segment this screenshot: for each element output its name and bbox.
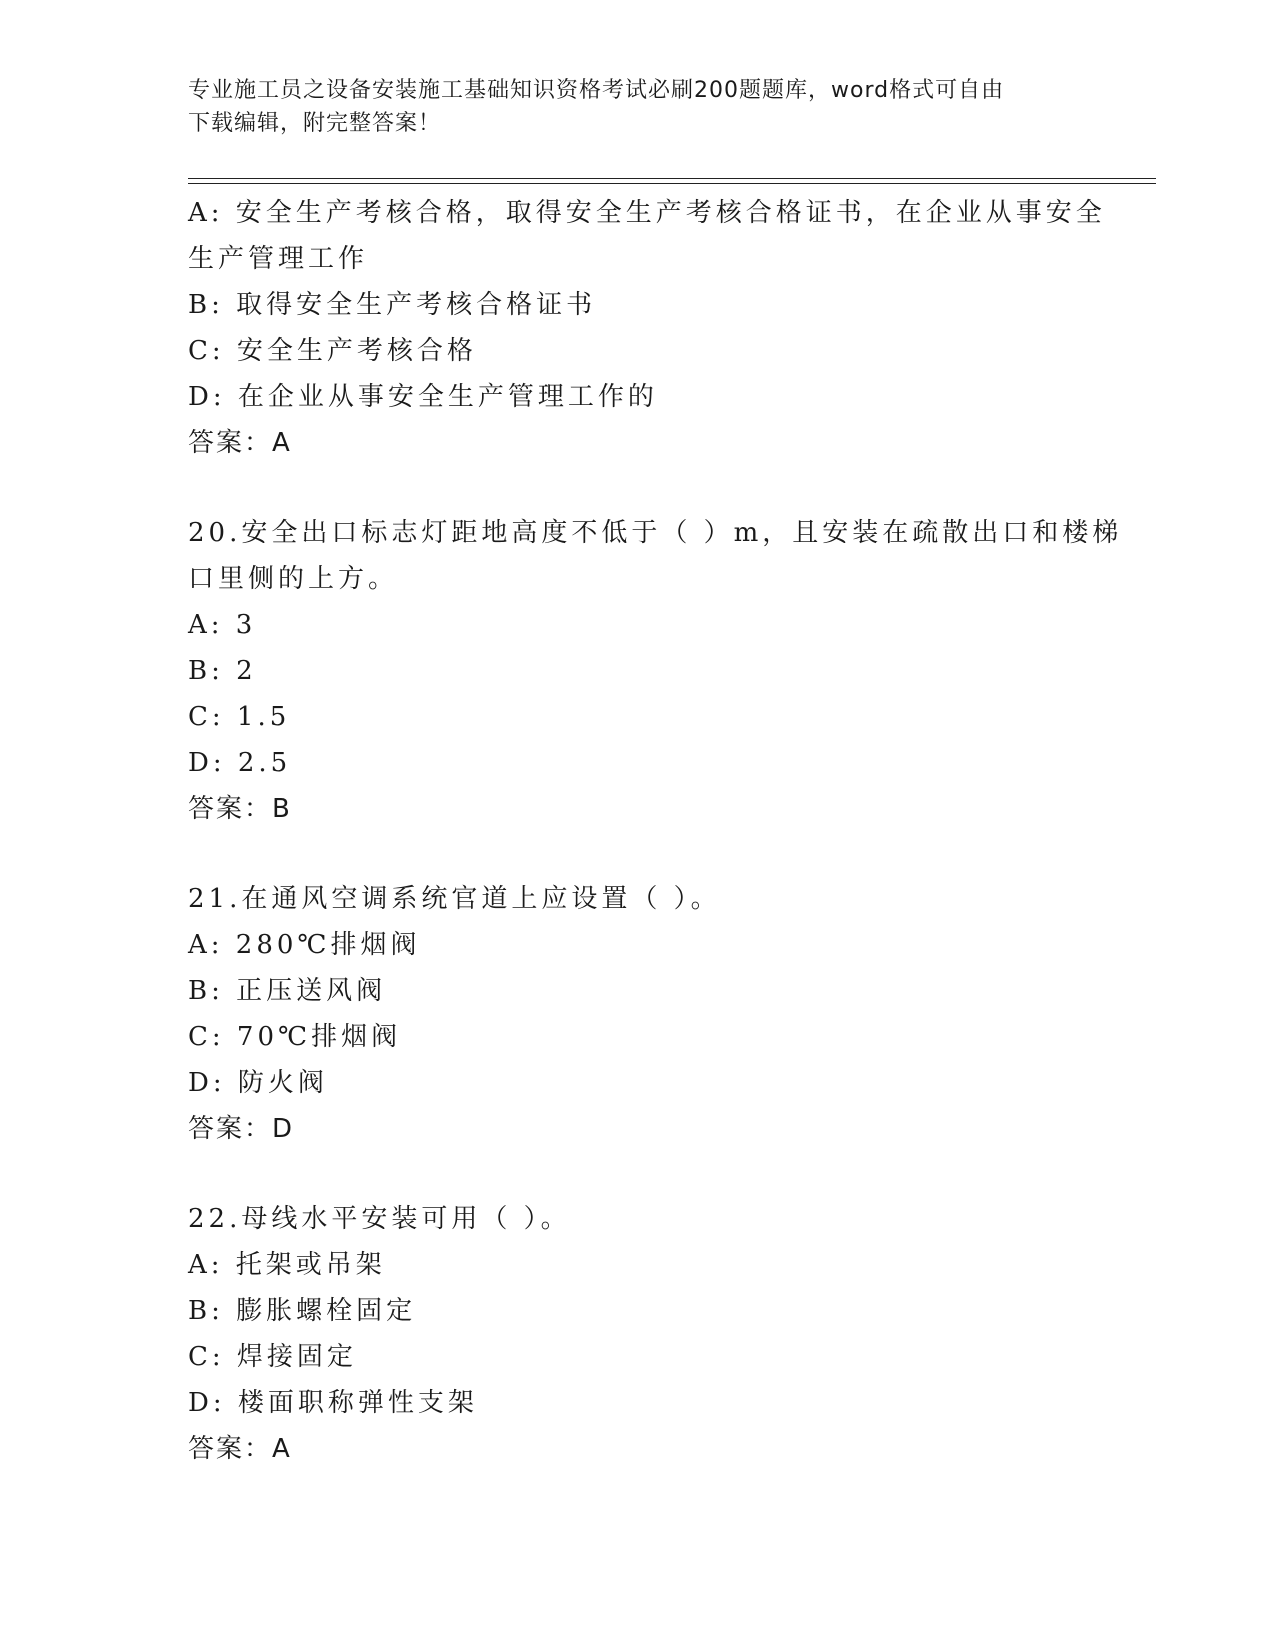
option-a-line-1: A: 安全生产考核合格，取得安全生产考核合格证书，在企业从事安全 xyxy=(188,198,1106,228)
spacer xyxy=(188,466,1088,510)
question-19-options xyxy=(188,190,1106,466)
spacer xyxy=(188,1152,1088,1196)
spacer xyxy=(188,832,1088,876)
question-22 xyxy=(188,1196,1088,1472)
option-a: A: 3 xyxy=(188,610,257,640)
document-body xyxy=(188,190,1123,1472)
question-20-stem-line-2: 口里侧的上方。 xyxy=(188,564,399,594)
option-d: D: 2.5 xyxy=(188,748,292,778)
option-b: B: 膨胀螺栓固定 xyxy=(188,1296,417,1326)
option-d: D: 楼面职称弹性支架 xyxy=(188,1388,478,1418)
option-a: A: 280℃排烟阀 xyxy=(188,930,421,960)
option-c: C: 1.5 xyxy=(188,702,291,732)
question-20 xyxy=(188,510,1123,832)
answer-19: 答案：A xyxy=(188,428,292,458)
option-a: A: 托架或吊架 xyxy=(188,1250,386,1280)
question-22-stem: 22.母线水平安装可用（ ）。 xyxy=(188,1204,571,1234)
option-d: D: 防火阀 xyxy=(188,1068,328,1098)
document-header xyxy=(188,74,1088,140)
option-d: D: 在企业从事安全生产管理工作的 xyxy=(188,382,658,412)
question-21-stem: 21.在通风空调系统官道上应设置（ ）。 xyxy=(188,884,721,914)
option-b: B: 取得安全生产考核合格证书 xyxy=(188,290,597,320)
option-c: C: 70℃排烟阀 xyxy=(188,1022,402,1052)
header-line-2: 下载编辑，附完整答案！ xyxy=(188,111,442,136)
header-line-1: 专业施工员之设备安装施工基础知识资格考试必刷200题题库，word格式可自由 xyxy=(188,78,1005,103)
question-20-stem-line-1: 20.安全出口标志灯距地高度不低于（ ）m，且安装在疏散出口和楼梯 xyxy=(188,518,1123,548)
answer-22: 答案：A xyxy=(188,1434,292,1464)
option-b: B: 正压送风阀 xyxy=(188,976,387,1006)
answer-20: 答案：B xyxy=(188,794,292,824)
option-c: C: 安全生产考核合格 xyxy=(188,336,477,366)
option-c: C: 焊接固定 xyxy=(188,1342,357,1372)
option-a-line-2: 生产管理工作 xyxy=(188,244,369,274)
header-divider-top xyxy=(188,178,1156,179)
header-divider-bottom xyxy=(188,183,1156,184)
option-b: B: 2 xyxy=(188,656,257,686)
question-21 xyxy=(188,876,1088,1152)
answer-21: 答案：D xyxy=(188,1114,295,1144)
